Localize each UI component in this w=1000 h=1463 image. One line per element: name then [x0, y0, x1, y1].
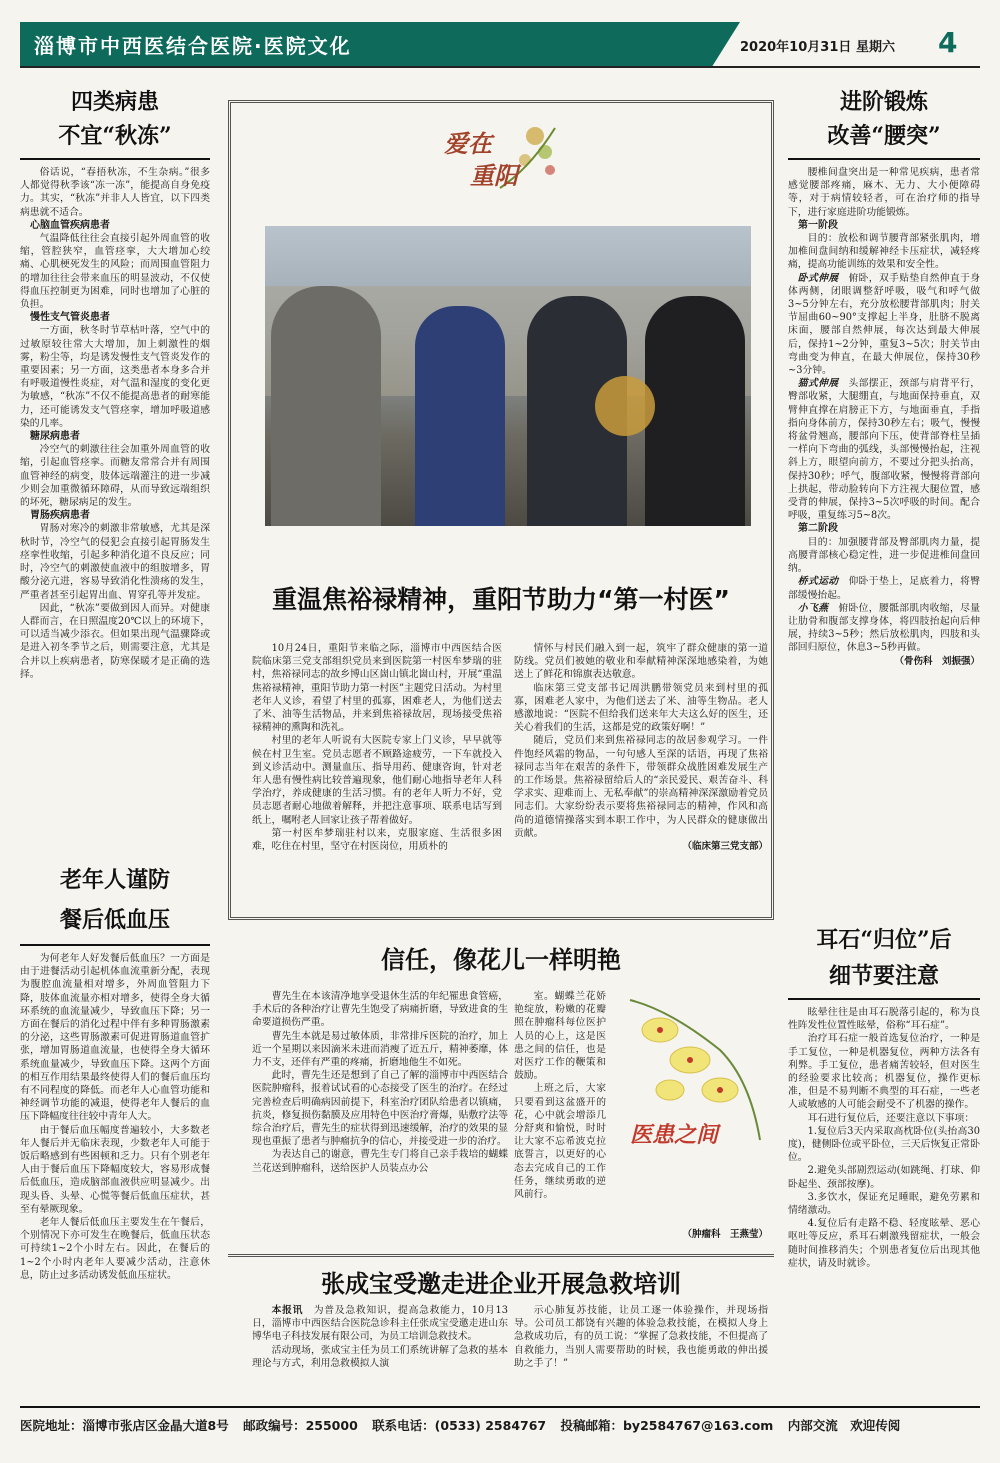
- feature-headline: 重温焦裕禄精神，重阳节助力“第一村医”: [272, 585, 730, 614]
- footer-note: 内部交流 欢迎传阅: [787, 1418, 901, 1433]
- paragraph: 为何老年人好发餐后低血压？一方面是由于进餐活动引起机体血流重新分配，表现为腹腔血流量相对增多，外周血管阻力下降，肢体血流量亦相对增多，使得全身大循环系统的血流量减少，导致血压下降；另一方面在餐后的消化过程中伴有多种胃肠激素的分泌，这些胃肠激素可促进胃肠道血管扩张，增加胃肠道血流量，也使得全身大循环系统血量减少，导致血压下降。这两个方面的相互作用结果最终使得人们的餐后血压均有不同程度的降低。而老年人心血管功能和神经调节功能的减退，使得老年人餐后的血压下降幅度往往较中青年人大。: [20, 953, 210, 1123]
- feature-body-left: [252, 642, 502, 912]
- subheading: 慢性支气管炎患者: [30, 312, 110, 324]
- footer-phone: (0533) 2584767: [434, 1418, 547, 1433]
- masthead-rule: [20, 66, 980, 68]
- feature-body-right: [514, 642, 768, 912]
- subheading: 第一阶段: [798, 219, 838, 231]
- footer-address: 淄博市张店区金晶大道8号: [82, 1418, 229, 1433]
- paragraph: 一方面，秋冬时节草枯叶落，空气中的过敏原较往常大大增加，加上刺激性的烟雾，粉尘等，均是诱发慢性支气管炎发作的重要因素；另一方面，这类患者本身多合并有呼吸道慢性炎症，对气温和湿度的变化更为敏感，“秋冻”不仅不能提高患者的耐寒能力，还可能诱发支气管痉挛，增加呼吸道感染的几率。: [20, 325, 210, 429]
- paragraph: 耳石进行复位后，还要注意以下事项：: [807, 1112, 975, 1124]
- photo-flowers: [595, 376, 655, 436]
- photo-person-1: [271, 286, 381, 526]
- paragraph: 目的：加强腰背部及臀部肌肉力量，提高腰背部核心稳定性，进一步促进椎间盘回纳。: [788, 536, 980, 575]
- footer-phone-label: 联系电话：: [372, 1418, 435, 1433]
- feature-photo: [265, 226, 751, 526]
- paragraph: 第一村医牟梦瑞驻村以来，克服家庭、生活很多困难，吃住在村里，坚守在村医岗位，用质朴的: [252, 827, 502, 853]
- paragraph: 10月24日，重阳节来临之际，淄博市中西医结合医院临床第三党支部组织党员来到医院第一村医牟梦瑞的驻村，焦裕禄同志的故乡博山区崮山镇北崮山村，开展“重温焦裕禄精神，重阳节助力第一村医”主题党日活动。为村里老年人义诊，看望了村里的孤寡，困难老人，为他们送去了米、油等生活物品，并来到焦裕禄故居，现场接受焦裕禄精神的熏陶和洗礼。: [252, 643, 502, 734]
- footer-email-label: 投稿邮箱：: [560, 1418, 623, 1433]
- feature-logo: [440, 118, 570, 198]
- paragraph: 上班之后，大家只要看到这盆盛开的花，心中就会增添几分舒爽和愉悦，时时让大家不忘希波克拉底誓言，以更好的心态去完成自己的工作任务，继续勇敢的逆风前行。: [514, 1083, 606, 1201]
- training-rule: [228, 1254, 774, 1257]
- article-title-line1: 老年人谨防: [59, 867, 170, 893]
- paragraph: 治疗耳石症一般首选复位治疗，一种是手工复位，一种是机器复位，两种方法各有利弊。手工复位，患者痛苦较轻，但对医生的经验要求比较高；机器复位，操作更标准，但是不易判断不典型的耳石症，一些老人或敏感的人可能会耐受不了机器的操作。: [788, 1033, 980, 1111]
- paragraph: 目的：放松和调节腰背部紧张肌肉，增加椎间盘间纳和缓解神经卡压症状，减轻疼痛，提高功能训练的效果和安全性。: [788, 233, 980, 271]
- subheading: 第二阶段: [798, 523, 838, 535]
- paragraph: 眩晕往往是由耳石脱落引起的，称为良性阵发性位置性眩晕，俗称“耳石症”。: [788, 1007, 980, 1032]
- story-body-left: [252, 990, 508, 1245]
- article-byline: （骨伤科 刘振强）: [894, 655, 980, 667]
- paragraph: 情怀与村民们融入到一起，筑牢了群众健康的第一道防线。党员们被她的敬业和奉献精神深深地感染着，为她送上了鲜花和锦旗表达敬意。: [514, 643, 768, 681]
- training-headline: 张成宝受邀走进企业开展急救培训: [321, 1270, 681, 1298]
- paragraph: 4.复位后有走路不稳、轻度眩晕、恶心呕吐等反应，系耳石刺激残留症状，一般会随时间推移消失；个别患者复位后出现其他症状，请及时就诊。: [788, 1218, 980, 1269]
- paragraph: 因此，“秋冻”要做到因人而异。对健康人群而言，在日照温度20℃以上的环境下，可以适当减少添衣。但如果出现气温骤降或是进入初冬季节之后，则需要注意，尤其是合并以上疾病患者，防寒保暖才是正确的选择。: [20, 602, 210, 680]
- paragraph: 此时，曹先生还是想到了自己了解的淄博市中西医结合医院肿瘤科，报着试试看的心态接受了医生的治疗。在经过完善检查后明确病因前提下，科室治疗团队给患者以镇痛，抗炎，修复损伤黏膜及应用特色中医治疗膏爆，贴敷疗法等综合治疗后，曹先生的症状得到迅速缓解，治疗的效果的显现也重振了患者与肿瘤抗争的信心，并接受进一步的治疗。: [252, 1070, 508, 1148]
- article-autumn-chill: [20, 86, 210, 846]
- masthead-title: 淄博市中西医结合医院·医院文化: [34, 34, 352, 58]
- paragraph: 临床第三党支部书记周洪鹏带领党员来到村里的孤寡，困难老人家中，为他们送去了米、油等生物品。老人感激地说：“医院不但给我们送来年大夫这么好的医生，还关心着我们的生活，这都是党的政策好啊！”: [514, 682, 768, 734]
- article-otolith: [788, 922, 980, 1397]
- footer-address-label: 医院地址：: [20, 1418, 83, 1433]
- article-title-line2: 细节要注意: [828, 963, 939, 989]
- paragraph: 老年人餐后低血压主要发生在午餐后，个别情况下亦可发生在晚餐后，低血压状态可持续1~2个小时左右。因此，在餐后的1~2个小时内老年人要减少活动，注意休息，防止过多活动诱发低血压症状。: [20, 1217, 210, 1281]
- paragraph: 2.避免头部剧烈运动(如跳绳、打球、仰卧起坐、颈部按摩)。: [788, 1165, 980, 1190]
- photo-person-2: [415, 306, 505, 526]
- subheading: 心脑血管疾病患者: [30, 219, 110, 231]
- title-rule: [20, 158, 210, 160]
- paragraph: 胃肠对寒冷的刺激非常敏感，尤其是深秋时节，冷空气的侵犯会直接引起胃肠发生痉挛性收缩，引起多种消化道不良反应；同时，冷空气的刺激使血液中的组胺增多，胃酸分泌亢进，容易导致消化性溃疡的发生，严重者甚至引起胃出血、胃穿孔等并发症。: [20, 523, 210, 601]
- paragraph: 为表达自己的谢意，曹先生专门将自己亲手栽培的蝴蝶兰花送到肿瘤科，送给医护人员装点办公: [252, 1149, 508, 1174]
- page-number: 4: [938, 26, 958, 59]
- paragraph: 俗话说，“春捂秋冻，不生杂病。”很多人都觉得秋季该“冻一冻”，能提高自身免疫力。其实，“秋冻”并非人人皆宜，以下四类病患就不适合。: [20, 167, 210, 218]
- training-body-right: [514, 1304, 768, 1399]
- footer-email: by2584767@163.com: [622, 1418, 774, 1433]
- paragraph: 本报讯 为普及急救知识，提高急救能力，10月13日，淄博市中西医结合医院急诊科主任张成宝受邀走进山东博华电子科技发展有限公司，为员工培训急救技术。: [252, 1305, 508, 1343]
- footer: [20, 1406, 980, 1446]
- article-body: [20, 166, 210, 681]
- training-body-left: [252, 1304, 508, 1399]
- article-body: [788, 1006, 980, 1270]
- exercise-name: 卧式伸展: [797, 272, 849, 284]
- paragraph: 桥式运动 仰卧于垫上，足底着力，将臀部缓慢抬起。: [788, 576, 980, 601]
- training-body-left-text: [252, 1304, 508, 1370]
- article-title-line2: 不宜“秋冻”: [58, 123, 172, 149]
- paragraph: 猫式伸展 头部摆正，颈部与肩背平行，臀部收紧，大腿绷直，与地面保持垂直，双臂伸直撑在肩膀正下方，与地面垂直，手指指向身体前方，保持30秒左右；吸气，慢慢将盆骨翘高，腰部向下压，使背部脊柱呈插一样向下弯曲的弧线，头部慢慢抬起，注视斜上方，眼望向前方，不要过分把头抬高，保持30秒；呼气，腹部收紧，慢慢将背部向上拱起，带动脸转向下方注视大腿位置，感受背的伸展，保持3~5次呼吸的时间。配合呼吸，重复练习5~8次。: [788, 378, 980, 522]
- paragraph: 小飞燕 俯卧位，腰骶部肌肉收缩，尽量让肋骨和腹部支撑身体，将四肢抬起向后伸展，持续3~5秒；然后放松肌肉，四肢和头部回归原位，休息3~5秒再做。: [788, 602, 980, 654]
- title-rule: [788, 998, 980, 1000]
- masthead-date: 2020年10月31日: [740, 40, 852, 55]
- masthead-weekday: 星期六: [856, 40, 896, 55]
- paragraph: 曹先生在本该清净地享受退休生活的年纪罹患食管癌，手术后的各种治疗让曹先生饱受了病痛折磨，导致进食的生命要道损伤严重。: [252, 991, 508, 1029]
- exercise-name: 猫式伸展: [797, 378, 849, 390]
- paragraph: 由于餐后血压幅度普遍较小，大多数老年人餐后并无临床表现，少数老年人可能于饭后略感到有些困顿和乏力。只有个别老年人由于餐后血压下降幅度较大，容易形成餐后低血压，造成脑部血液供应明显减少。出现头昏、头晕、心慌等餐后低血压症状，甚至有晕厥现象。: [20, 1124, 210, 1215]
- paragraph: 示心肺复苏技能，让员工逐一体验操作，并现场指导。公司员工都饶有兴趣的体验急救技能，在模拟人身上急救成功后，有的员工说：“掌握了急救技能，不但提高了自救能力，当别人需要帮助的时候，我也能勇敢的伸出援助之手了！”: [514, 1305, 768, 1369]
- article-title-line2: 餐后低血压: [59, 907, 170, 933]
- paragraph: 随后，党员们来到焦裕禄同志的故居参观学习。一件件饱经风霜的物品，一句句感人至深的话语，再现了焦裕禄同志当年在艰苦的条件下，带领群众战胜困难发展生产的工作场景。焦裕禄留给后人的“亲民爱民、艰苦奋斗、科学求实、迎难而上、无私奉献”的崇高精神深深激励着党员同志们。大家纷纷表示要将焦裕禄同志的精神，作风和高尚的道德情操落实到本职工作中，为人民群众的健康做出贡献。: [514, 735, 768, 839]
- story-headline: 信任，像花儿一样明艳: [381, 946, 621, 974]
- article-title-line1: 四类病患: [70, 89, 159, 115]
- orchid-illustration: [610, 990, 770, 1160]
- footer-zip: 255000: [305, 1418, 358, 1433]
- exercise-name: 桥式运动: [797, 576, 849, 588]
- paragraph: 3.多饮水，保证充足睡眠，避免劳累和情绪激动。: [788, 1191, 980, 1217]
- title-rule: [20, 944, 210, 946]
- paragraph: 村里的老年人听说有大医院专家上门义诊，早早就等候在村卫生室。党员志愿者不顾路途疲劳，一下车就投入到义诊活动中。测量血压、指导用药、健康咨询，针对老年人患有慢性病比较普遍现象，他们耐心地指导老年人科学治疗，养成健康的生活习惯。有的老年人听力不好，党员志愿者耐心地做着解释，并把注意事项、联系电话写到纸上，嘱咐老人回家让孩子帮着做好。: [252, 735, 502, 826]
- lead-tag: 本报讯: [271, 1305, 314, 1316]
- article-body: [788, 166, 980, 655]
- article-title-line2: 改善“腰突”: [827, 123, 941, 149]
- logo-text-1: 爱在: [444, 129, 492, 158]
- footer-zip-label: 邮政编号：: [243, 1418, 306, 1433]
- paragraph: 室。蝴蝶兰花娇艳绽放，粉嫩的花瓣照在肿瘤科每位医护人员的心上，这是医患之间的信任，也是对医疗工作的鞭策和鼓励。: [514, 991, 606, 1082]
- exercise-name: 小飞燕: [797, 602, 839, 614]
- article-body: [20, 952, 210, 1282]
- subheading: 胃肠疾病患者: [30, 510, 90, 522]
- paragraph: 1.复位后3天内采取高枕卧位(头抬高30度)，健侧卧位或平卧位，三天后恢复正常卧位。: [788, 1125, 980, 1164]
- article-title-line1: 耳石“归位”后: [816, 927, 952, 953]
- article-lumbar-exercise: [788, 86, 980, 896]
- feature-body-right-text: [514, 642, 768, 840]
- paragraph: 卧式伸展 俯卧，双手贴垫自然伸直于身体两侧，闭眼调整舒呼吸，吸气和呼气做3~5分钟左右，充分放松腰背部肌肉；肘关节屈曲60~90°支撑起上半身，肚脐不脱离床面，腰部自然伸展，每次达到最大伸展后，保持1~2分钟，重复3~5次；肘关节由弯曲变为伸直，在最大伸展位，保持30秒~3分钟。: [788, 272, 980, 377]
- article-byline: （肿瘤科 王燕莹）: [682, 1228, 768, 1240]
- article-byline: （临床第三党支部）: [682, 841, 768, 853]
- article-postprandial-hypotension: [20, 860, 210, 1395]
- paragraph: 腰椎间盘突出是一种常见疾病，患者常感觉腰部疼痛，麻木、无力、大小便障碍等，对于病情较轻者，可在治疗师的指导下，进行家庭进阶功能锻炼。: [788, 167, 980, 218]
- stamp-label: 医患之间: [630, 1122, 719, 1148]
- logo-text-2: 重阳: [470, 161, 518, 190]
- title-rule: [788, 158, 980, 160]
- paragraph: 活动现场，张成宝主任为员工们系统讲解了急救的基本理论与方式，利用急救模拟人演: [252, 1344, 508, 1369]
- paragraph: 气温降低往往会直接引起外周血管的收缩，管腔狭窄，血管痉挛，大大增加心绞痛、心肌梗死发生的风险；而周围血管阻力的增加往往会带来血压的明显波动，不仅使得血压控制更为困难，同时也增加了心脏的负担。: [20, 233, 210, 311]
- subheading: 糖尿病患者: [30, 431, 80, 443]
- article-title-line1: 进阶锻炼: [839, 89, 928, 115]
- photo-person-4: [645, 296, 745, 526]
- story-body-right-text: [514, 990, 606, 1201]
- paragraph: 冷空气的刺激往往会加重外周血管的收缩，引起血管痉挛。而糖友常常合并有周围血管神经的病变，肢体远端灌注的进一步减少则会加重微循环障碍，从而导致远端组织的坏死，糖尿病足的发生。: [20, 444, 210, 509]
- paragraph: 曹先生本就是易过敏体质，非常排斥医院的治疗，加上近一个星期以来因滴米未进而消瘦了近五斤，精神萎靡，体力不支，还伴有严重的疼痛，折磨地他生不如死。: [252, 1030, 508, 1069]
- masthead: [20, 22, 980, 68]
